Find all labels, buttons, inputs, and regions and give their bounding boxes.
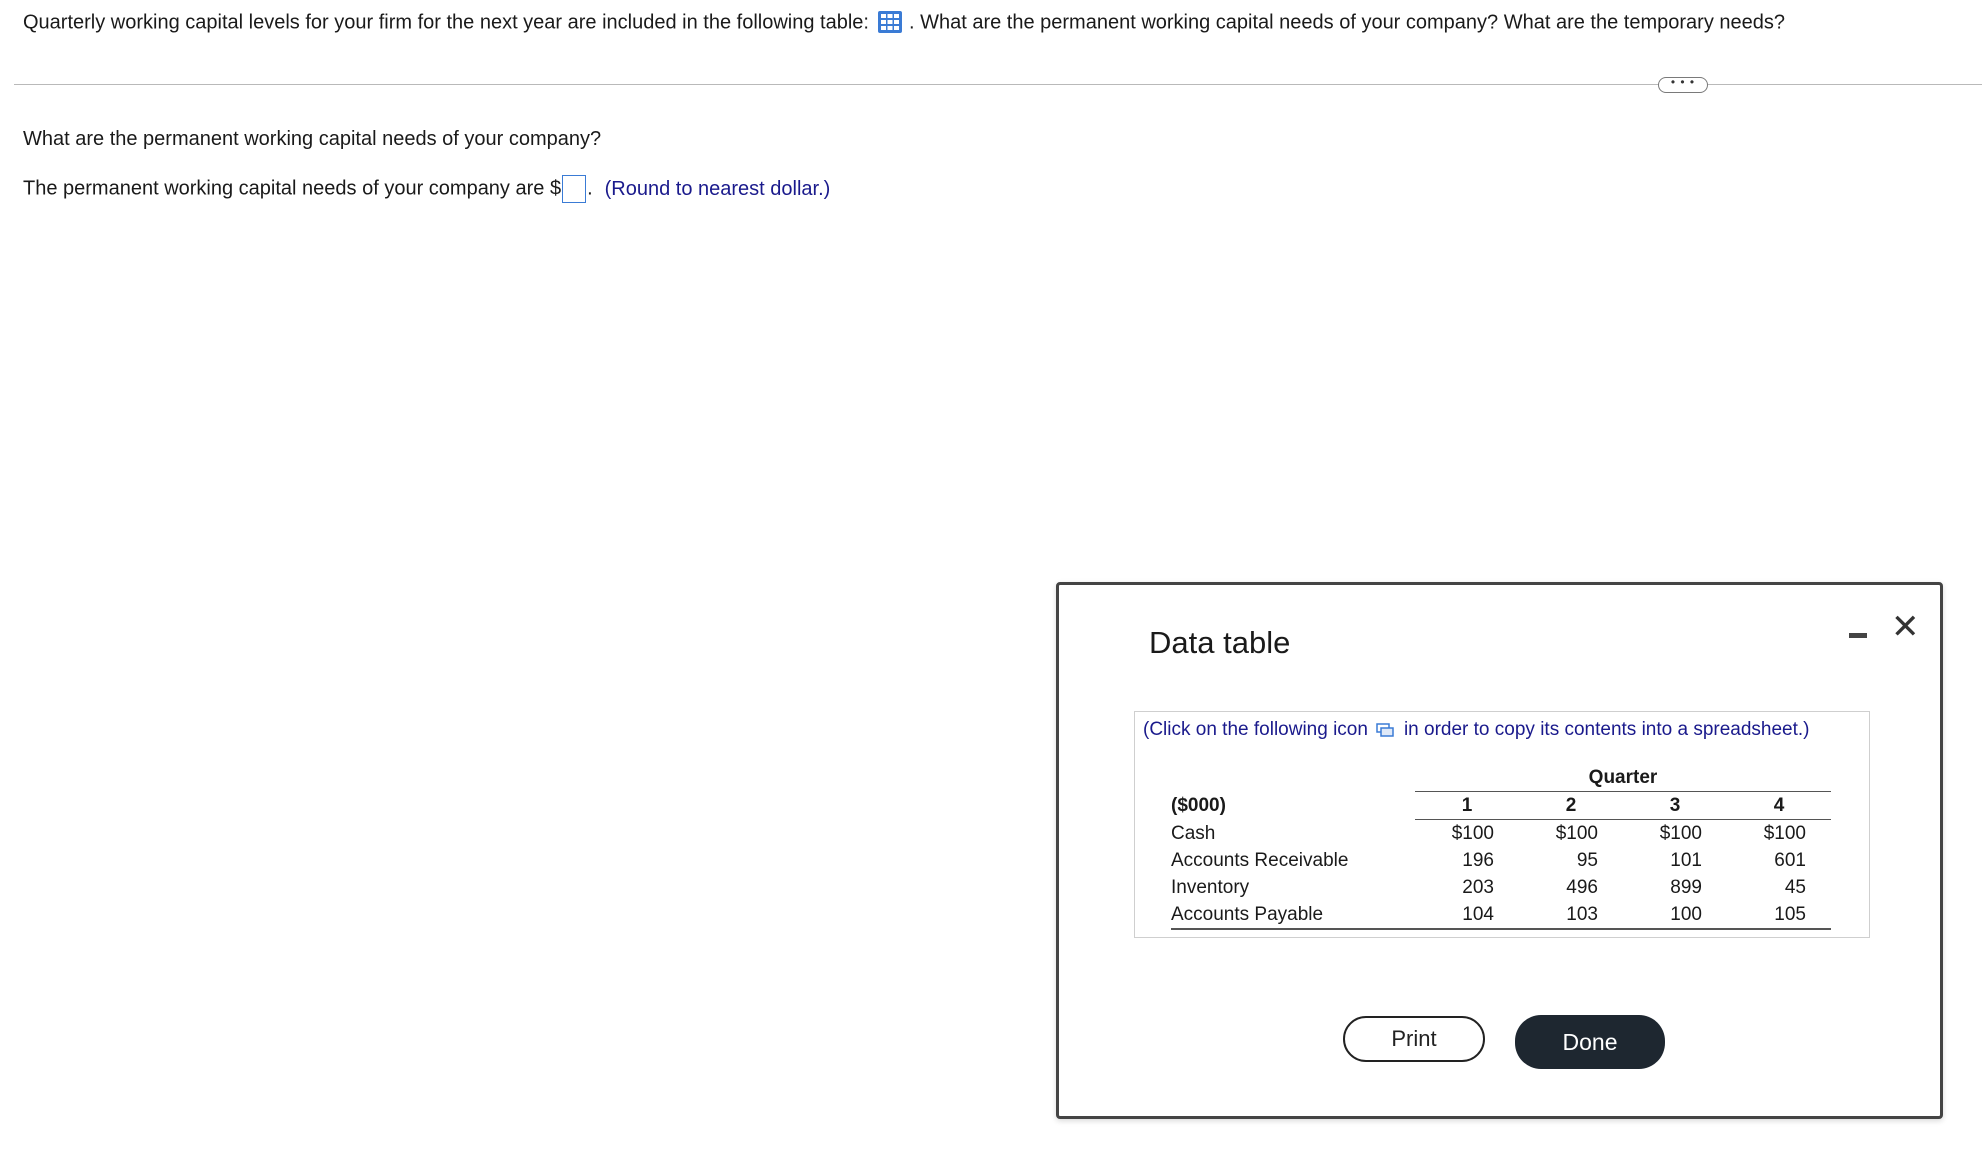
row-label: Inventory <box>1171 877 1250 898</box>
quarter-header: Quarter <box>1415 764 1831 792</box>
question-intro: Quarterly working capital levels for your firm for the next year are included in the following table: <box>23 11 869 34</box>
table-grid-icon[interactable] <box>877 10 903 34</box>
print-button[interactable]: Print <box>1343 1016 1485 1062</box>
table-cell: $100 <box>1763 823 1806 844</box>
close-icon[interactable]: ✕ <box>1891 608 1920 646</box>
rounding-hint: (Round to nearest dollar.) <box>604 177 831 200</box>
done-button[interactable]: Done <box>1515 1015 1665 1069</box>
quarter-2-header: 2 <box>1519 792 1623 820</box>
table-cell: 601 <box>1774 850 1806 871</box>
question-rest: . What are the permanent working capital needs of your company? What are the temporary needs? <box>908 11 1785 34</box>
more-options-button[interactable]: • • • <box>1658 77 1708 93</box>
row-label: Accounts Receivable <box>1171 850 1349 871</box>
copy-hint <box>1143 719 1810 741</box>
table-cell: $100 <box>1555 823 1598 844</box>
table-cell: 103 <box>1566 904 1598 925</box>
table-cell: 95 <box>1576 850 1598 871</box>
table-row <box>1171 901 1831 929</box>
table-cell: 101 <box>1670 850 1702 871</box>
table-cell: 899 <box>1670 877 1702 898</box>
minimize-icon[interactable] <box>1847 621 1869 643</box>
table-cell: 45 <box>1784 877 1806 898</box>
answer-suffix: . <box>587 177 593 200</box>
answer-prefix: The permanent working capital needs of your company are $ <box>23 177 562 200</box>
copy-hint-after: in order to copy its contents into a spreadsheet.) <box>1403 719 1810 740</box>
table-row <box>1171 874 1831 901</box>
row-label: Accounts Payable <box>1171 901 1415 929</box>
table-cell: 496 <box>1566 877 1598 898</box>
table-row <box>1171 820 1831 848</box>
table-cell: 105 <box>1774 904 1806 925</box>
table-cell: 196 <box>1462 850 1494 871</box>
table-cell: $100 <box>1659 823 1702 844</box>
table-cell: 104 <box>1462 904 1494 925</box>
data-table-dialog <box>1056 582 1943 1119</box>
answer-input[interactable] <box>562 175 586 203</box>
working-capital-table <box>1171 764 1831 930</box>
table-cell: $100 <box>1451 823 1494 844</box>
column-header-row <box>1171 792 1831 820</box>
copy-hint-before: (Click on the following icon <box>1143 719 1368 740</box>
quarter-4-header: 4 <box>1727 792 1831 820</box>
unit-label: ($000) <box>1171 795 1226 816</box>
table-cell: 100 <box>1670 904 1702 925</box>
answer-line <box>23 174 830 203</box>
row-label: Cash <box>1171 822 1216 844</box>
question-text <box>23 10 1785 35</box>
quarter-3-header: 3 <box>1623 792 1727 820</box>
copy-to-spreadsheet-icon[interactable] <box>1376 722 1394 738</box>
table-row <box>1171 847 1831 874</box>
data-table-panel <box>1134 711 1870 938</box>
dialog-title: Data table <box>1149 625 1291 660</box>
part-question: What are the permanent working capital needs of your company? <box>23 128 602 150</box>
group-header-row <box>1171 764 1831 792</box>
table-cell: 203 <box>1462 877 1494 898</box>
quarter-1-header: 1 <box>1415 792 1519 820</box>
